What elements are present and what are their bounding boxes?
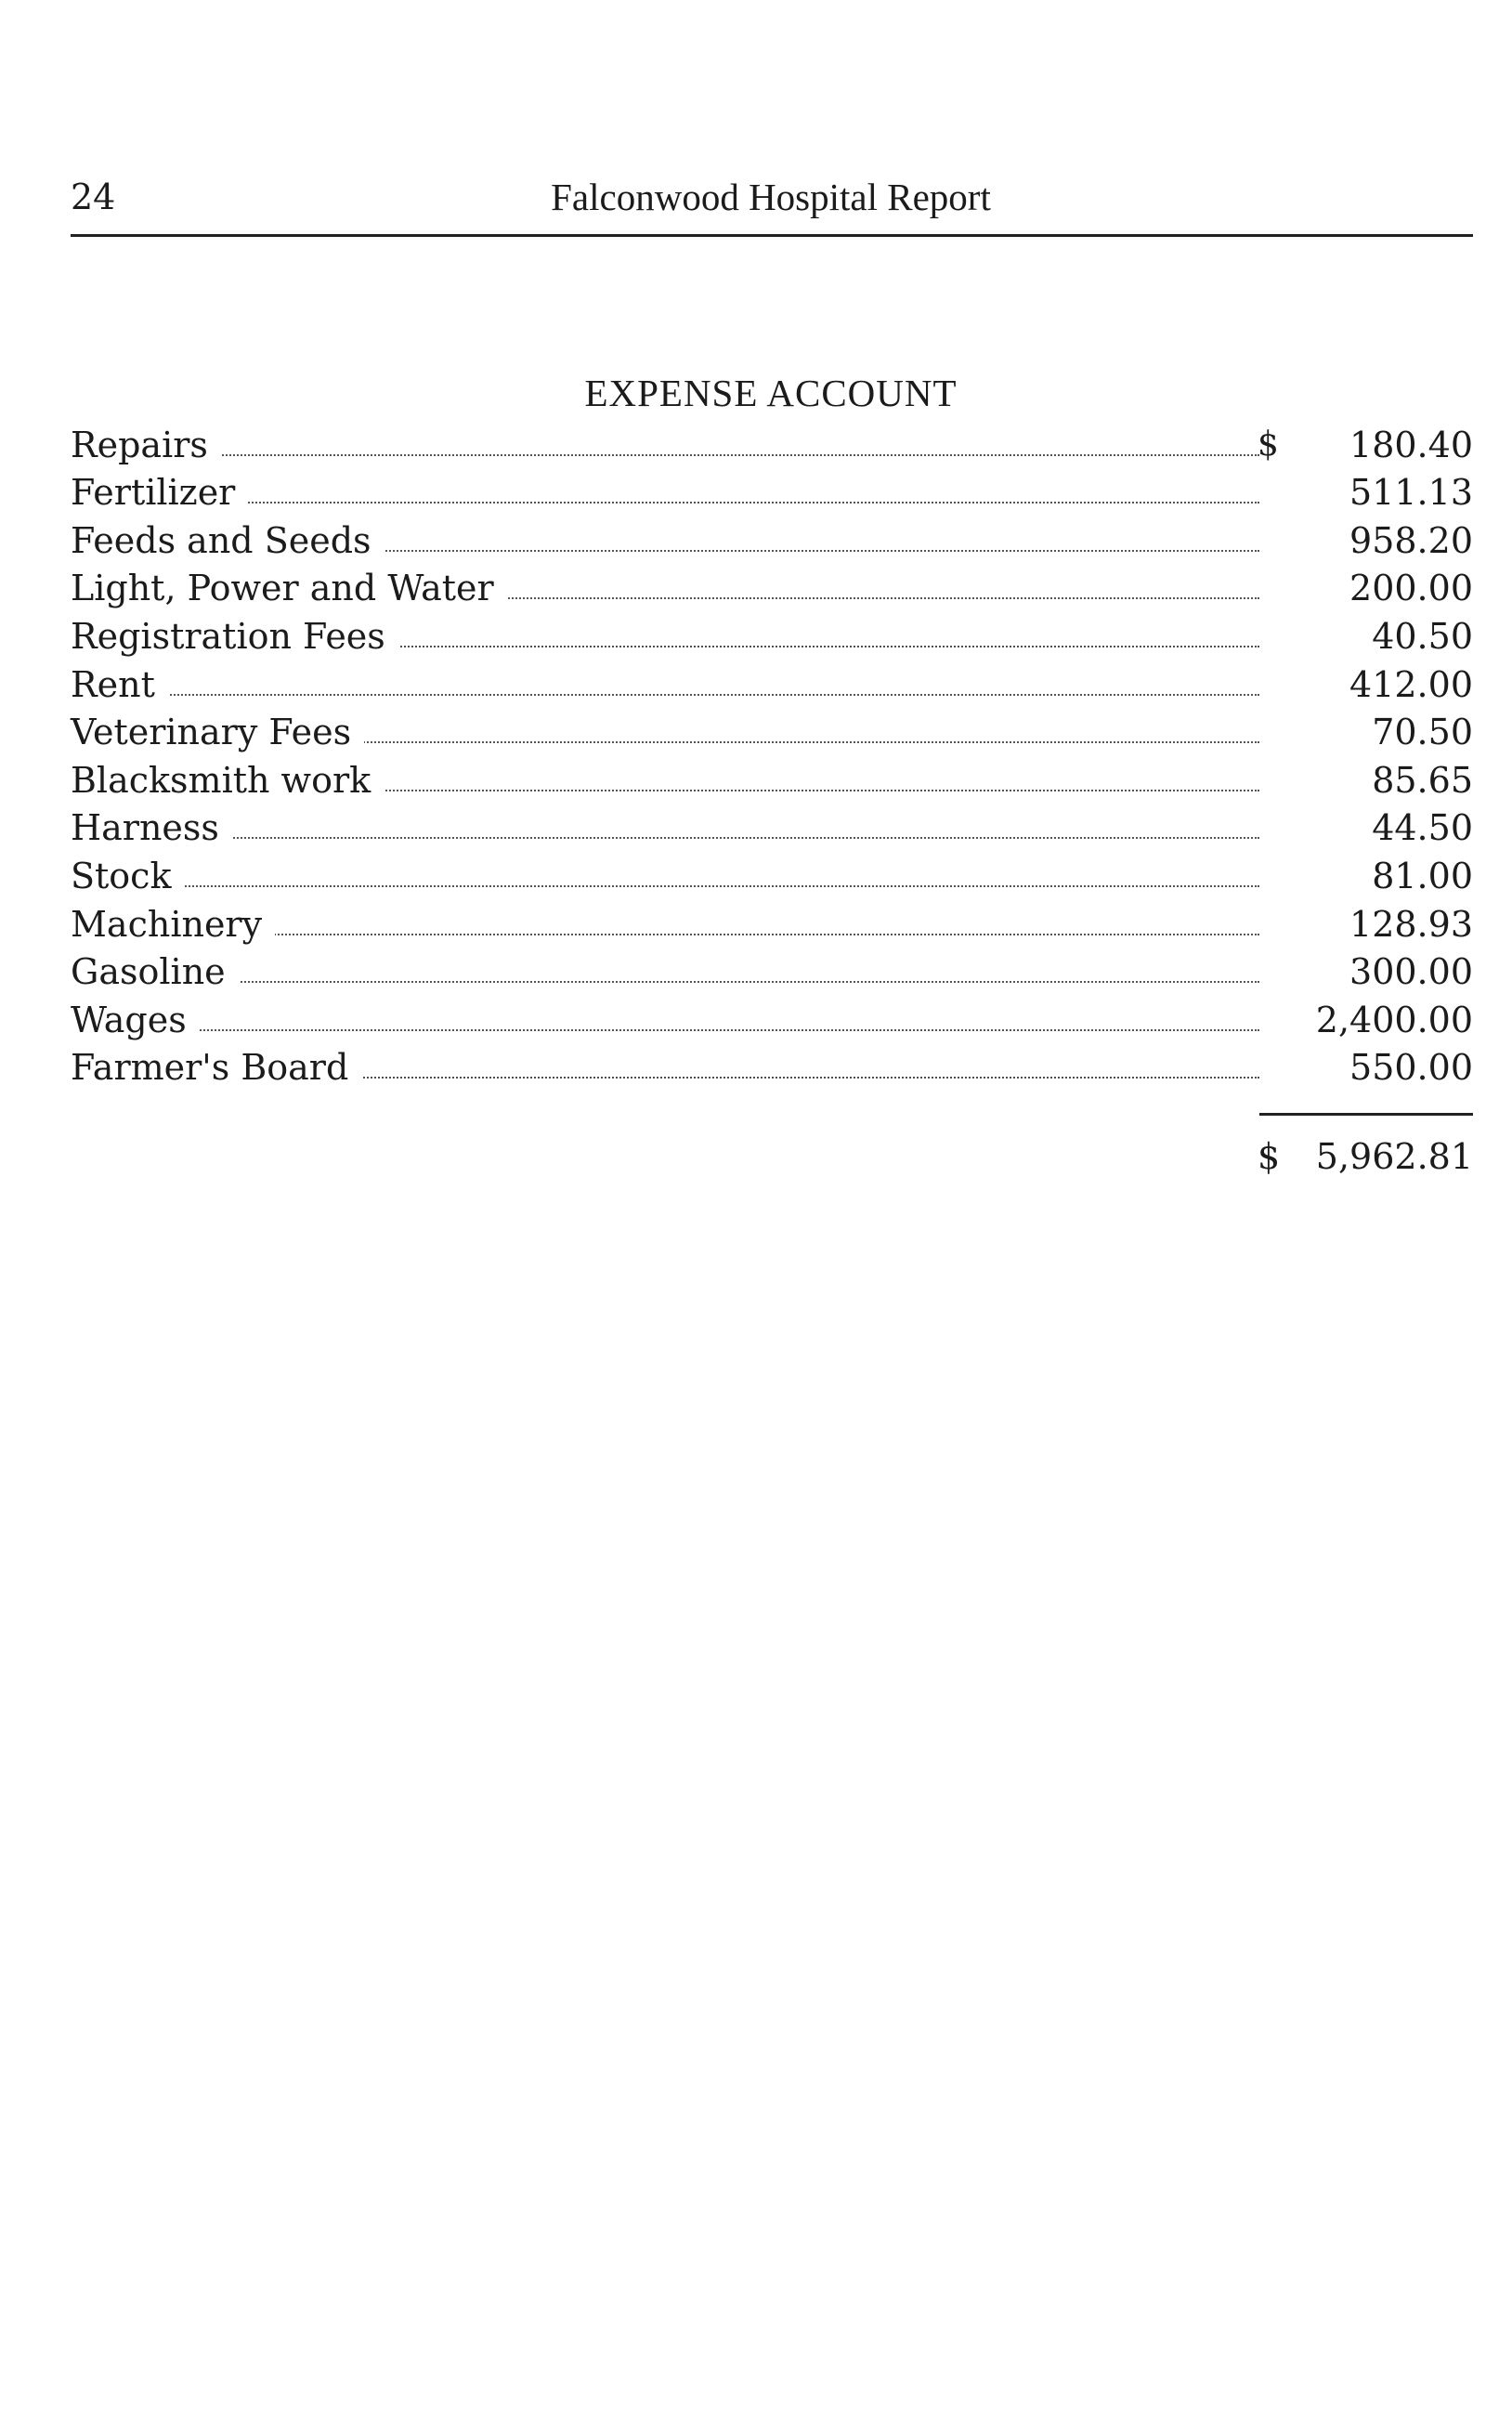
ledger-row-machinery: [71, 900, 1473, 948]
dollar-sign: $: [1258, 425, 1279, 464]
item-label: Wages: [71, 1000, 200, 1040]
item-label: Registration Fees: [71, 616, 398, 657]
total-row: [71, 1133, 1473, 1182]
ledger-row-rent: [71, 660, 1473, 709]
dot-leader: [71, 454, 1259, 456]
item-label: Machinery: [71, 904, 275, 945]
item-amount: 511.13: [1349, 472, 1473, 514]
item-amount: 81.00: [1372, 855, 1473, 896]
ledger-row-repairs: [71, 421, 1473, 469]
item-amount: 550.00: [1349, 1047, 1473, 1089]
item-label: Harness: [71, 807, 232, 848]
section-title: EXPENSE ACCOUNT: [584, 372, 958, 414]
expense-ledger: [71, 421, 1473, 1092]
dot-leader: [71, 502, 1259, 503]
dot-leader: [71, 981, 1259, 983]
ledger-row-harness: [71, 804, 1473, 853]
item-label: Feeds and Seeds: [71, 520, 385, 561]
ledger-row-stock: [71, 852, 1473, 900]
total-amount: 5,962.81: [1315, 1136, 1473, 1177]
ledger-row-blacksmith-work: [71, 756, 1473, 804]
item-label: Rent: [71, 664, 168, 705]
item-amount: 85.65: [1372, 759, 1473, 801]
item-amount: 958.20: [1349, 519, 1473, 561]
item-amount: 2,400.00: [1315, 999, 1473, 1040]
item-label: Gasoline: [71, 951, 239, 992]
item-amount: 44.50: [1372, 807, 1473, 849]
item-amount: 200.00: [1349, 568, 1473, 609]
item-amount: 180.40: [1349, 424, 1473, 465]
item-amount: 70.50: [1372, 712, 1473, 753]
ledger-row-feeds-and-seeds: [71, 516, 1473, 565]
dot-leader: [71, 837, 1259, 839]
dot-leader: [71, 1029, 1259, 1031]
ledger-row-light-power-water: [71, 565, 1473, 613]
item-amount: 40.50: [1372, 615, 1473, 657]
item-label: Light, Power and Water: [71, 568, 507, 608]
item-amount: 412.00: [1349, 663, 1473, 705]
item-label: Veterinary Fees: [71, 712, 364, 752]
item-label: Blacksmith work: [71, 760, 384, 801]
ledger-row-fertilizer: [71, 469, 1473, 517]
item-label: Fertilizer: [71, 472, 248, 513]
running-title: Falconwood Hospital Report: [551, 176, 991, 218]
total-dollar-sign: $: [1258, 1136, 1281, 1177]
total-divider: [1259, 1113, 1473, 1116]
dot-leader: [71, 694, 1259, 696]
item-label: Repairs: [71, 425, 221, 465]
page-number: 24: [71, 177, 116, 217]
item-label: Farmer's Board: [71, 1047, 361, 1088]
ledger-row-registration-fees: [71, 612, 1473, 660]
item-amount: 128.93: [1349, 903, 1473, 945]
item-label: Stock: [71, 856, 185, 896]
header-divider: [71, 234, 1473, 237]
ledger-row-wages: [71, 996, 1473, 1044]
item-amount: 300.00: [1349, 951, 1473, 993]
ledger-row-veterinary-fees: [71, 709, 1473, 757]
ledger-row-farmers-board: [71, 1044, 1473, 1092]
ledger-row-gasoline: [71, 948, 1473, 997]
dot-leader: [71, 885, 1259, 887]
